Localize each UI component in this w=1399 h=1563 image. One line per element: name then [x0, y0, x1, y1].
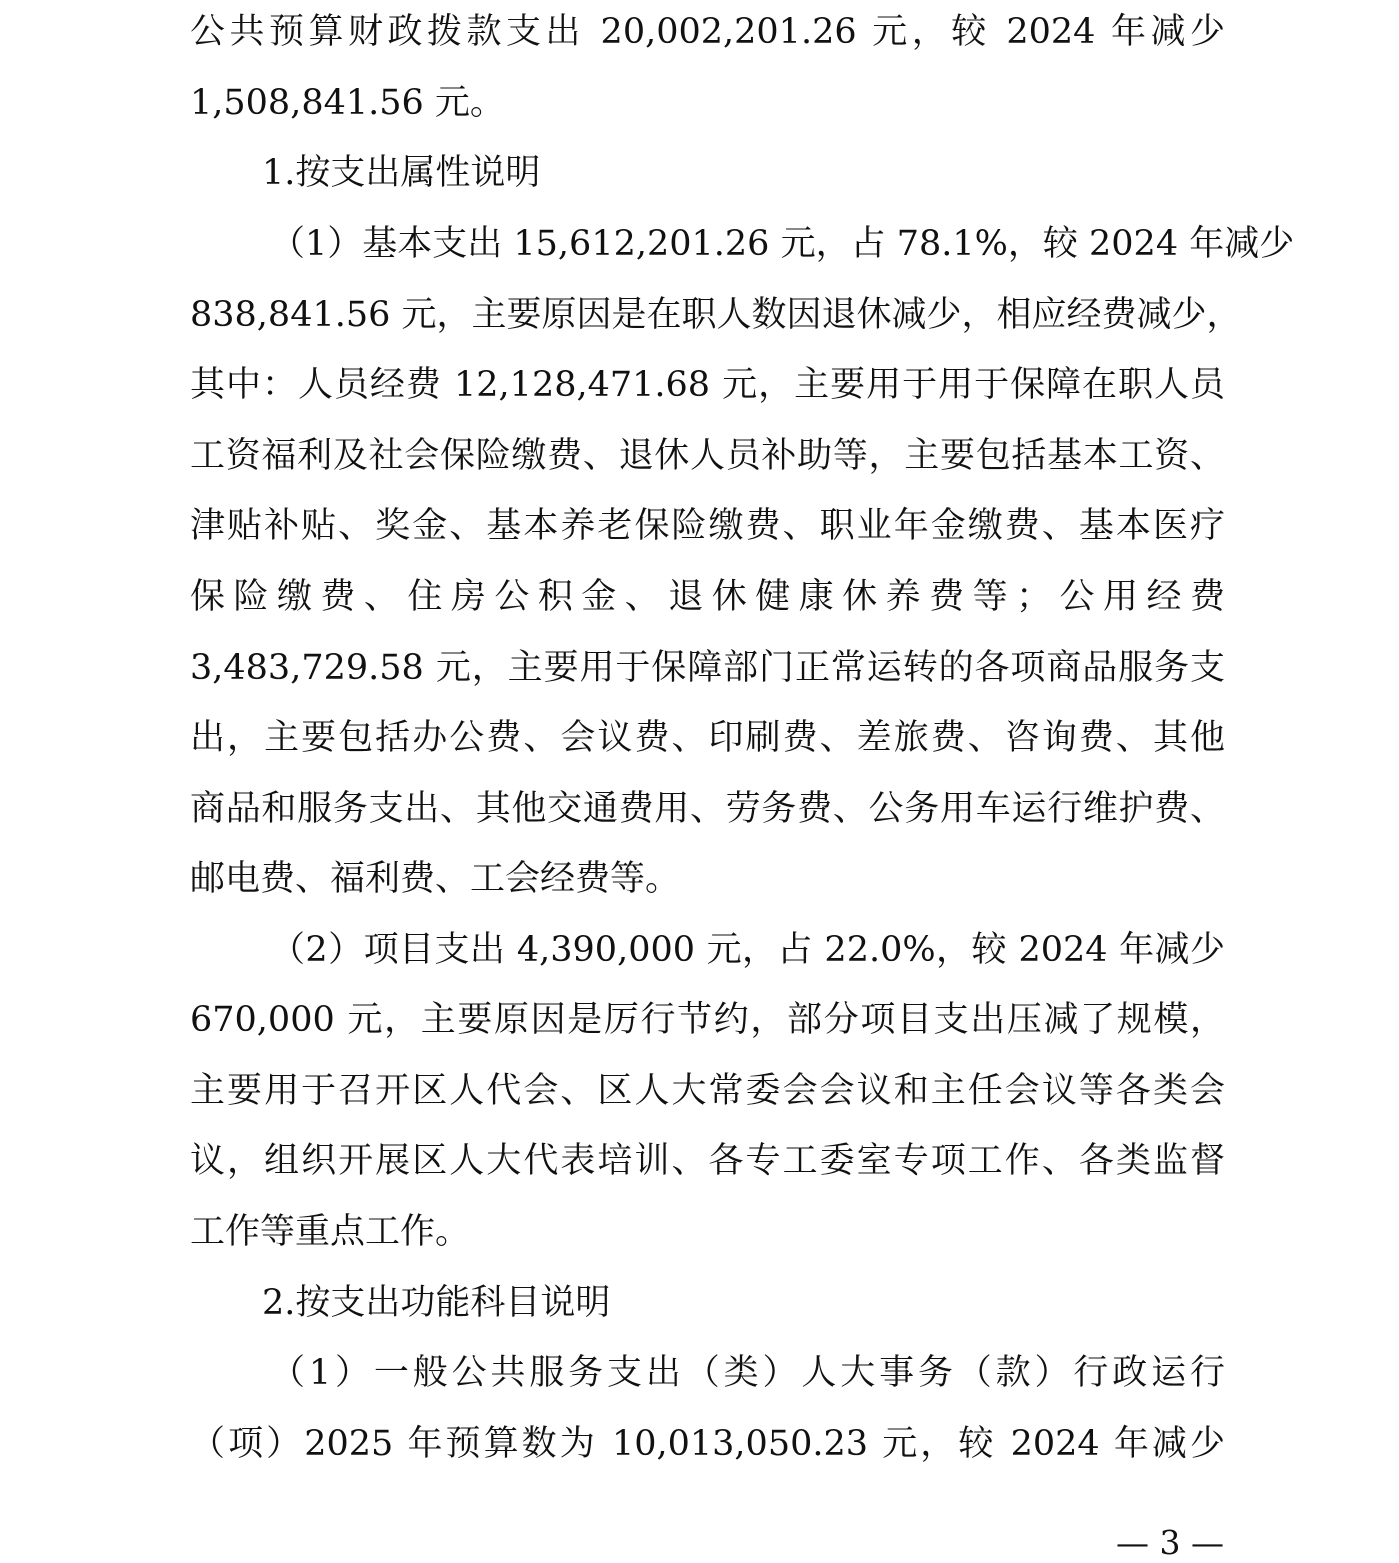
text-line: 3,483,729.58 元，主要用于保障部门正常运转的各项商品服务支 [190, 648, 1225, 688]
text-line: 议，组织开展区人大代表培训、各专工委室专项工作、各类监督 [190, 1141, 1225, 1181]
text-line: 670,000 元，主要原因是厉行节约，部分项目支出压减了规模， [190, 1000, 1225, 1040]
text-line: 838,841.56 元，主要原因是在职人数因退休减少，相应经费减少， [190, 295, 1242, 335]
text-line: （项）2025 年预算数为 10,013,050.23 元，较 2024 年减少 [190, 1424, 1225, 1464]
text-line: 保险缴费、住房公积金、退休健康休养费等；公用经费 [190, 577, 1225, 617]
text-line: 工资福利及社会保险缴费、退休人员补助等，主要包括基本工资、 [190, 436, 1225, 476]
text-line: 公共预算财政拨款支出 20,002,201.26 元，较 2024 年减少 [190, 12, 1225, 52]
text-line: （1）一般公共服务支出（类）人大事务（款）行政运行 [270, 1353, 1225, 1393]
text-line: （1）基本支出 15,612,201.26 元，占 78.1%，较 2024 年减少 [270, 224, 1295, 264]
text-line: 1,508,841.56 元。 [190, 83, 505, 123]
section-heading: 2.按支出功能科目说明 [262, 1283, 611, 1323]
page-number: — 3 — [1116, 1523, 1224, 1562]
section-heading: 1.按支出属性说明 [262, 153, 541, 193]
text-line: 商品和服务支出、其他交通费用、劳务费、公务用车运行维护费、 [190, 789, 1225, 829]
text-line: 邮电费、福利费、工会经费等。 [190, 859, 681, 899]
text-line: 主要用于召开区人代会、区人大常委会会议和主任会议等各类会 [190, 1071, 1225, 1111]
text-line: （2）项目支出 4,390,000 元，占 22.0%，较 2024 年减少 [270, 930, 1225, 970]
text-line: 出，主要包括办公费、会议费、印刷费、差旅费、咨询费、其他 [190, 718, 1225, 758]
text-line: 其中：人员经费 12,128,471.68 元，主要用于用于保障在职人员 [190, 365, 1225, 405]
text-line: 工作等重点工作。 [190, 1212, 471, 1252]
text-line: 津贴补贴、奖金、基本养老保险缴费、职业年金缴费、基本医疗 [190, 506, 1225, 546]
